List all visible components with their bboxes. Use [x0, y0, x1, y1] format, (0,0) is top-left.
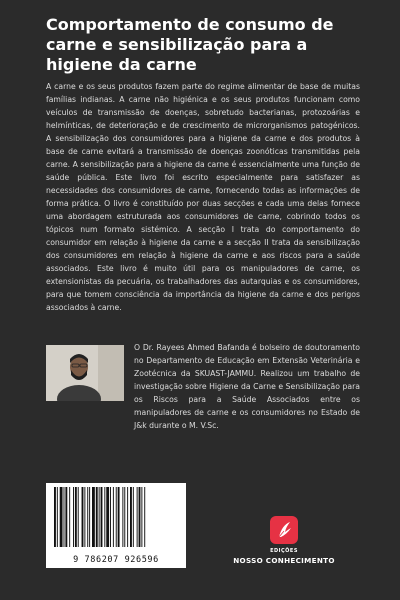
- isbn-barcode: [46, 483, 186, 568]
- barcode-bar: [89, 487, 90, 547]
- barcode-bar: [113, 487, 114, 547]
- barcode-bar: [54, 487, 56, 547]
- barcode-bar: [130, 487, 132, 547]
- barcode-bar: [87, 487, 88, 547]
- barcode-bar: [116, 487, 117, 547]
- barcode-bar: [73, 487, 74, 547]
- barcode-bar: [118, 487, 120, 547]
- author-photo: [46, 345, 124, 401]
- author-bio: O Dr. Rayees Ahmed Bafanda é bolseiro de doutoramento no Departamento de Educação em Extensão Veterinária e Zootécnica da SKUAST-JAMMU. Realizou um trabalho de investigação sobre Higiene da Carne e Sensibilização para os Riscos para a Saúde Associados entre os manipuladores de carne e os consumidores no Estado de J&k durante o M. V.Sc.: [134, 343, 360, 430]
- barcode-bars: [52, 487, 180, 551]
- barcode-bar: [133, 487, 134, 547]
- barcode-bar: [96, 487, 98, 547]
- barcode-bar: [144, 487, 145, 547]
- barcode-bar: [122, 487, 123, 547]
- publisher-logo-icon: [270, 516, 298, 544]
- book-description: A carne e os seus produtos fazem parte do regime alimentar de base de muitas famílias indianas. A carne não higiénica e os seus produtos funcionam como veículos de transmissão de doenças, sobretudo bacterianas, protozoárias e helmínticas, de deterioração e de crescimento de microrganismos patogénicos. A sensibilização dos consumidores para a higiene da carne e dos produtos à base de carne evitará a transmissão de doenças zoonóticas transmitidas pela carne. A sensibilização para a higiene da carne é essencialmente uma função de saúde pública. Este livro foi escrito especialmente para satisfazer as necessidades dos consumidores de carne, fornecendo todas as informações de forma prática. O livro é constituído por duas secções e cada uma delas fornece uma abordagem estruturada aos consumidores de carne, cobrindo todos os tópicos num formato sistémico. A secção I trata do comportamento do consumidor em relação à higiene da carne e a secção II trata da sensibilização dos consumidores em relação à higiene da carne e aos riscos para a saúde associados. Este livro é muito útil para os manipuladores de carne, os extensionistas da pecuária, os trabalhadores das autarquias e os consumidores, para que tomem consciência da importância da higiene da carne e dos perigos associados à carne.: [46, 82, 360, 312]
- barcode-bar: [78, 487, 79, 547]
- barcode-bar: [127, 487, 128, 547]
- barcode-bar: [57, 487, 58, 547]
- barcode-bar: [110, 487, 111, 547]
- barcode-bar: [64, 487, 65, 547]
- barcode-bar: [84, 487, 85, 547]
- barcode-bar: [82, 487, 84, 547]
- barcode-bar: [69, 487, 70, 547]
- barcode-bar: [65, 487, 67, 547]
- barcode-bar: [137, 487, 138, 547]
- publisher-name: NOSSO CONHECIMENTO: [233, 556, 335, 565]
- barcode-bar: [99, 487, 100, 547]
- isbn-digits: 9 786207 926596: [73, 555, 159, 565]
- barcode-bar: [124, 487, 125, 547]
- barcode-bar: [141, 487, 142, 547]
- barcode-bar: [106, 487, 109, 547]
- book-title: Comportamento de consumo de carne e sensibilização para a higiene da carne: [46, 15, 334, 74]
- barcode-bar: [139, 487, 141, 547]
- barcode-bar: [60, 487, 63, 547]
- barcode-bar: [75, 487, 77, 547]
- barcode-bar: [92, 487, 95, 547]
- barcode-bar: [101, 487, 103, 547]
- publisher-label: EDIÇÕES: [270, 548, 298, 554]
- barcode-bar: [104, 487, 105, 547]
